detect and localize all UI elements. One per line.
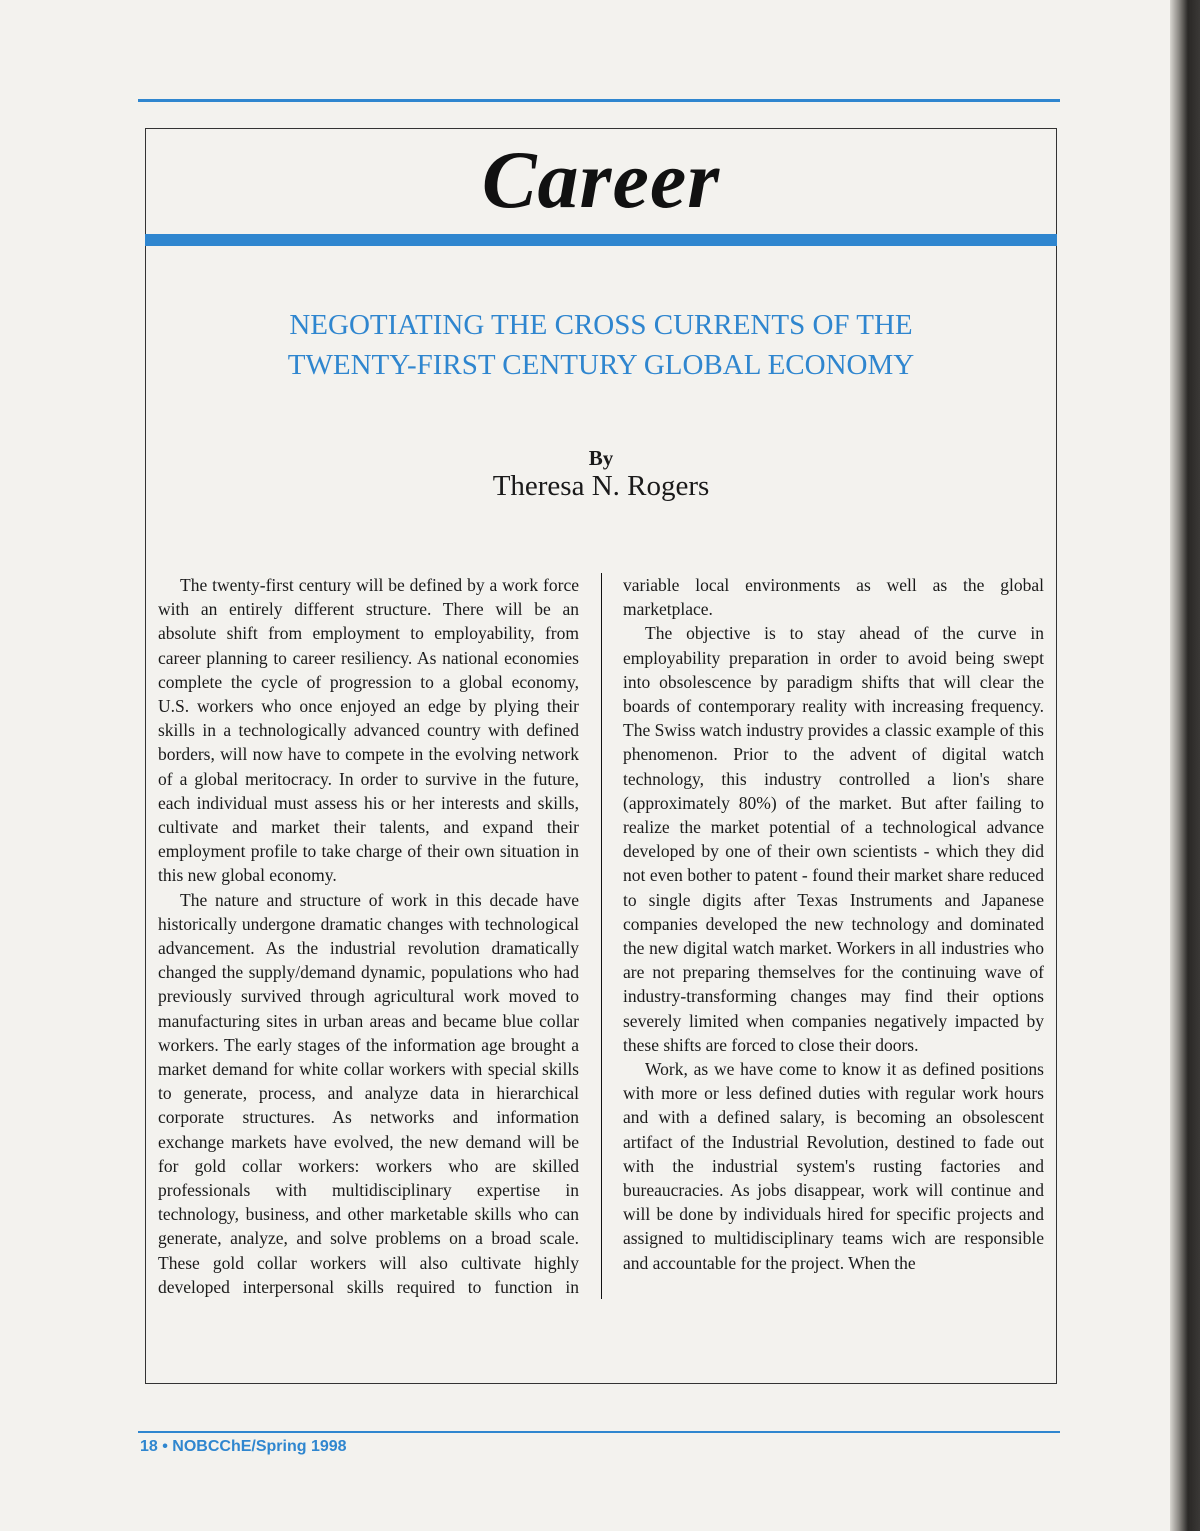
paragraph: The twenty-first century will be defined by a work force with an entirely different structure. There will be an absolute shift from employment to employability, from career planning to career resiliency. As national economies complete the cycle of progression to a global economy, U.S. workers who once enjoyed an edge by plying their skills in a technologically advanced country with defined borders, will now have to compete in the evolving network of a global meritocracy. In order to survive in the future, each individual must assess his or her interests and skills, cultivate and market their talents, and expand their employment profile to take charge of their own situation in this new global economy.: [158, 575, 579, 886]
section-title: Career: [481, 134, 721, 225]
byline-by: By: [588, 446, 614, 470]
article-headline: NEGOTIATING THE CROSS CURRENTS OF THE TWENTY-FIRST CENTURY GLOBAL ECONOMY: [287, 309, 915, 381]
top-rule: [138, 99, 1060, 102]
paragraph: Work, as we have come to know it as defined positions with more or less defined duties with regular work hours and with a defined salary, is becoming an obsolescent artifact of the Industrial Revolution, destined to fade out with the industrial system's rusting factories and bureaucracies. As jobs disappear, work will continue and will be done by individuals hired for specific projects and assigned to multidisciplinary teams wich are responsible and accountable for the project. When the: [623, 1059, 1044, 1273]
title-bar: [145, 234, 1057, 246]
paragraph: The nature and structure of work in this decade have historically undergone dramatic changes with technological advancement. As the industrial revolution dramatically changed the supply/demand dynamic, populations who had previously survived through agricultural work moved to manufacturing sites in urban areas and became blue collar workers. The early stages of the information age brought a market demand for white collar workers with special skills to generate, process, and analyze data in hierarchical corporate structures. As networks and information exchange markets have evolved, the new demand will be for gold collar workers: workers who are skilled professionals with multidisciplinary expertise in technology, business, and other marketable skills who can generate, analyze, and solve problems on a broad scale. These gold collar workers will also cultivate highly developed interpersonal skills required to function in variable local environments as well as the global marketplace.: [158, 575, 1044, 1297]
article-body: [158, 573, 1044, 1299]
bottom-rule: [138, 1431, 1060, 1433]
paragraph: The objective is to stay ahead of the curve in employability preparation in order to avoid being swept into obsolescence by paradigm shifts that will clear the boards of contemporary reality with increasing frequency. The Swiss watch industry provides a classic example of this phenomenon. Prior to the advent of digital watch technology, this industry controlled a lion's share (approximately 80%) of the market. But after failing to realize the market potential of a technological advance developed by one of their own scientists - which they did not even bother to patent - found their market share reduced to single digits after Texas Instruments and Japanese companies developed the new technology and dominated the new digital watch market. Workers in all industries who are not preparing themselves for the continuing wave of industry-transforming changes may find their options severely limited when companies negatively impacted by these shifts are forced to close their doors.: [623, 623, 1044, 1055]
byline-author: Theresa N. Rogers: [492, 470, 710, 502]
page-footer: 18 • NOBCChE/Spring 1998: [140, 1438, 347, 1455]
page-binding-edge: [1170, 0, 1200, 1531]
